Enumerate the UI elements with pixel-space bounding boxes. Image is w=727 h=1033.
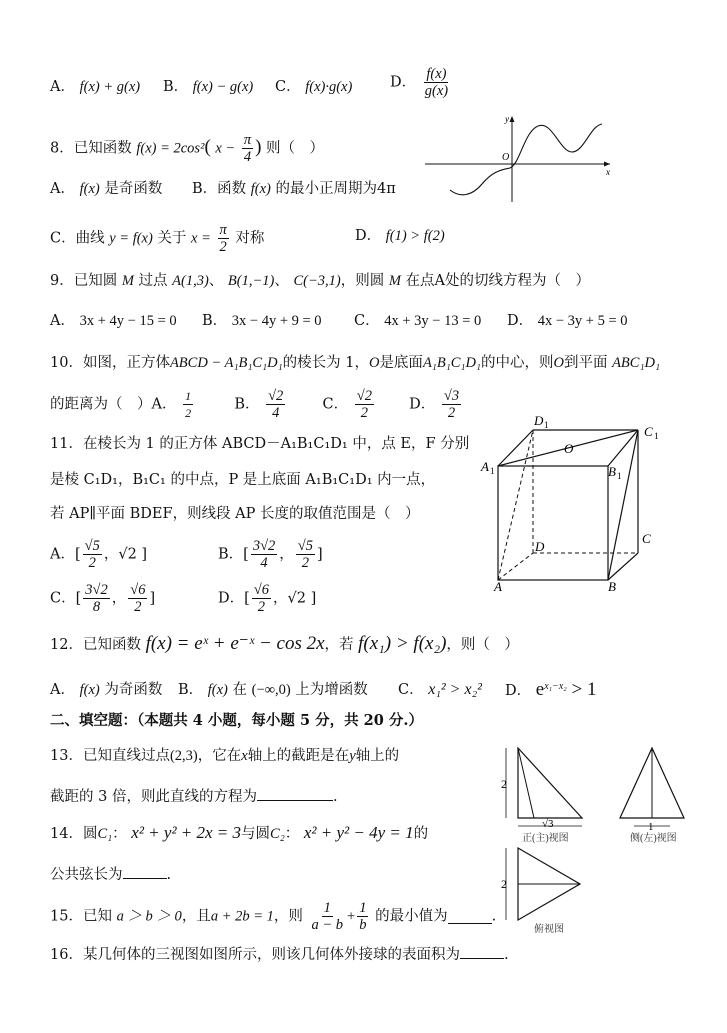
y-axis-arrow (510, 116, 515, 122)
dim-label: 2 (501, 777, 507, 791)
fraction: $\frac{√2}{2}$ (356, 388, 372, 421)
q12-option-b: B． f(x) 在 (−∞,0) 上为增函数 (178, 682, 368, 698)
answer-blank[interactable] (460, 944, 504, 959)
x-axis-arrow (604, 162, 610, 167)
q9-option-d: D． 4x − 3y + 5 = 0 (507, 313, 628, 329)
answer-blank[interactable] (448, 909, 492, 924)
option-label: D． (390, 74, 417, 91)
q12-option-d: D． $e^{x_1-x_2} > 1$ (505, 678, 597, 700)
q8-option-a: A． f(x) 是奇函数 (50, 181, 163, 197)
label-d1: D (534, 413, 544, 428)
origin-label: O (502, 152, 510, 163)
q10-options: 的距离为（ ）A． $\frac{1}{2}$ B． $\frac{√2}{4}$ C． $\frac{√2}{2}$ D． $\frac{√3}{2}$ (50, 388, 460, 421)
fraction: $\frac{f(x)}{g(x)}$ (424, 66, 449, 99)
cube-diagram (478, 408, 668, 592)
label-sub: 1 (654, 431, 659, 441)
q14-line1: 14．圆C₁： x² + y² + 2x = 3与圆C₂： x² + y² − 4y = 1的 (50, 823, 429, 842)
y-axis-label: y (505, 114, 509, 124)
fraction: $\frac{√2}{4}$ (268, 388, 284, 421)
three-view-diagram (496, 742, 696, 934)
view-caption: 俯视图 (534, 924, 564, 934)
label-sub: 1 (617, 471, 622, 481)
front-face (498, 466, 608, 580)
view-caption: 正(主)视图 (522, 833, 569, 844)
q11-line1: 11．在棱长为 1 的正方体 ABCD－A₁B₁C₁D₁ 中，点 E，F 分别 (50, 436, 470, 452)
fraction: $\frac{√3}{2}$ (443, 388, 460, 421)
q7-option-a (50, 77, 140, 97)
label-c: C (642, 531, 651, 546)
edge-a1d1 (498, 430, 533, 466)
math-expr: f(x)·g(x) (305, 79, 353, 95)
q11-option-a: A．[ $\frac{√5}{2}$ ，√2 ] (50, 538, 148, 571)
fraction: $\frac{1}{2}$ (185, 389, 192, 420)
q15-line: 15．已知 a ＞ b ＞ 0，且a + 2b = 1，则 $\frac{1}{a - b}$ + $\frac{1}{b}$ 的最小值为 . (50, 900, 497, 933)
label-sub: 1 (490, 466, 495, 476)
label-d: D (535, 539, 545, 554)
q12-option-a: A． f(x) 为奇函数 (50, 682, 163, 698)
q13-line1: 13．已知直线过点(2,3)，它在x轴上的截距是在y轴上的 (50, 748, 400, 764)
q12-option-c: C． x₁² > x₂² (398, 681, 482, 698)
q8-option-b: B．函数 f(x) 的最小正周期为4π (192, 181, 396, 197)
option-label: A． (50, 79, 75, 95)
q7-option-d (390, 66, 452, 99)
math-expr: f(x) − g(x) (192, 79, 254, 95)
fraction: $\frac{\pi}{2}$ (219, 222, 227, 255)
q9-stem: 9．已知圆 M 过点 A(1,3)、 B(1,−1)、 C(−3,1)，则圆 M 在点A处的切线方程为（ ） (50, 273, 590, 289)
answer-blank[interactable] (123, 864, 167, 879)
q9-option-a: A． 3x + 4y − 15 = 0 (50, 313, 177, 329)
dim-label: 2 (501, 877, 507, 891)
label-b1: B (608, 464, 616, 479)
fraction: $\frac{\pi}{4}$ (243, 132, 252, 165)
q8-stem: 8．已知函数 f(x) = 2cos²( x − $\frac{\pi}{4}$ ) 则（ ） (50, 132, 325, 165)
curve (450, 124, 602, 195)
edge-c1b1 (608, 430, 638, 466)
front-view (501, 748, 582, 844)
q8-option-d: D． f(1) > f(2) (355, 228, 445, 244)
math-expr: f(x) = 2cos² (136, 140, 205, 157)
q11-option-c: C．[ $\frac{3√2}{8}$ ， $\frac{√6}{2}$ ] (50, 582, 156, 615)
label-a1: A (481, 459, 489, 474)
q7-option-c (275, 77, 352, 97)
q11-option-d: D．[ $\frac{√6}{2}$ ，√2 ] (218, 582, 317, 615)
answer-blank[interactable] (257, 786, 333, 801)
front-triangle (518, 748, 582, 818)
label-o: O (564, 441, 574, 456)
q11-option-b: B．[ $\frac{3√2}{4}$ ， $\frac{√5}{2}$ ] (218, 538, 323, 571)
label-sub: 1 (544, 420, 549, 430)
dim-label: 1 (648, 821, 654, 833)
dim-label: √3 (542, 818, 554, 830)
side-view (620, 748, 684, 844)
q13-line2: 截距的 3 倍，则此直线的方程为 . (50, 786, 338, 807)
label-b: B (608, 579, 616, 592)
q9-option-b: B． 3x − 4y + 9 = 0 (202, 313, 322, 329)
section-title: 二、填空题：（本题共 4 小题，每小题 5 分，共 20 分.） (50, 712, 423, 729)
front-inner-line (518, 748, 534, 818)
q11-line3: 若 AP∥平面 BDEF，则线段 AP 长度的取值范围是（ ） (50, 506, 420, 522)
q11-line2: 是棱 C₁D₁，B₁C₁ 的中点，P 是上底面 A₁B₁C₁D₁ 内一点， (50, 472, 436, 488)
x-axis-label: x (606, 167, 610, 177)
label-a: A (494, 579, 502, 592)
top-view (501, 848, 580, 934)
option-label: B． (163, 79, 189, 95)
q10-stem: 10．如图，正方体ABCD − A₁B₁C₁D₁的棱长为 1，O是底面A₁B₁C₁D₁的中心，则O到平面 ABC₁D₁ (50, 355, 661, 371)
q16-line: 16．某几何体的三视图如图所示，则该几何体外接球的表面积为 . (50, 944, 509, 965)
q8-option-c: C．曲线 y = f(x) 关于 x = $\frac{\pi}{2}$ 对称 (50, 222, 265, 255)
q8-function-graph (420, 112, 620, 206)
q14-line2: 公共弦长为 . (50, 864, 171, 885)
view-caption: 侧(左)视图 (630, 833, 677, 844)
option-label: C． (275, 79, 301, 95)
q7-option-b (163, 77, 253, 97)
q9-option-c: C． 4x + 3y − 13 = 0 (354, 313, 482, 329)
math-expr: f(x) + g(x) (79, 79, 141, 95)
q12-stem: 12．已知函数 f(x) = eˣ + e⁻ˣ − cos 2x，若 f(x₁) > f(x₂)，则（ ） (50, 633, 519, 654)
label-c1: C (644, 424, 653, 439)
